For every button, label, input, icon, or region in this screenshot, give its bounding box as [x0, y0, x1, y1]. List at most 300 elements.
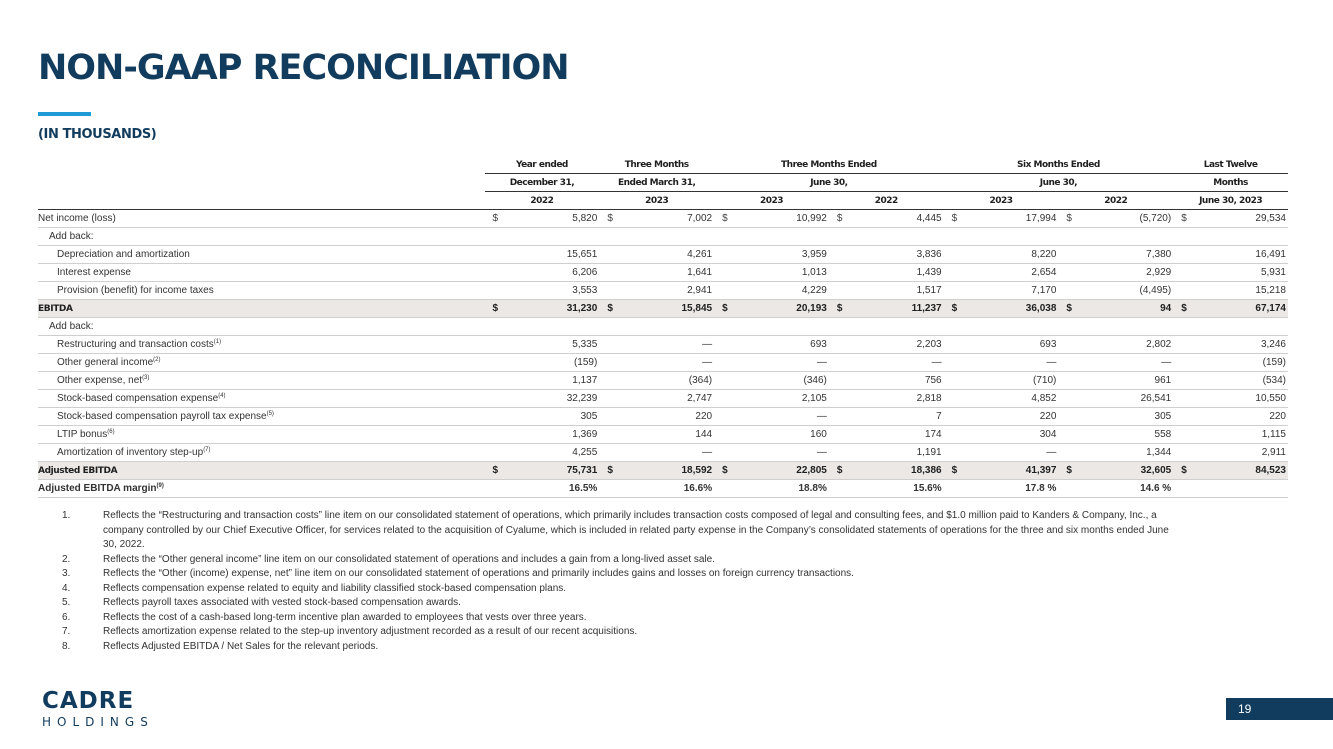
footnote-ref: (1): [213, 339, 222, 345]
row-label-text: Adjusted EBITDA margin: [38, 483, 157, 494]
currency-cell: [1058, 408, 1081, 426]
currency-cell: [829, 246, 852, 264]
currency-cell: [485, 426, 508, 444]
footnote-item: [62, 625, 1172, 640]
currency-cell: [1058, 336, 1081, 354]
value-cell: [1196, 318, 1288, 336]
header-ltm-june-30-2023: June 30, 2023: [1173, 192, 1288, 210]
value-cell: 17,994: [967, 210, 1059, 228]
currency-cell: [829, 282, 852, 300]
currency-cell: $: [714, 210, 737, 228]
currency-cell: [829, 318, 852, 336]
currency-cell: [1173, 390, 1196, 408]
footnote-item: [62, 567, 1172, 582]
value-cell: 220: [967, 408, 1059, 426]
currency-cell: [599, 318, 622, 336]
header-december-31: December 31,: [485, 174, 600, 192]
currency-cell: [1058, 426, 1081, 444]
currency-cell: [1173, 480, 1196, 498]
value-cell: 7,170: [967, 282, 1059, 300]
currency-cell: [1173, 282, 1196, 300]
currency-cell: [599, 426, 622, 444]
currency-cell: $: [944, 300, 967, 318]
header-h1-2023: 2023: [944, 192, 1059, 210]
row-label: [38, 336, 485, 354]
value-cell: 3,836: [852, 246, 944, 264]
currency-cell: [1058, 354, 1081, 372]
currency-cell: $: [599, 300, 622, 318]
footnote-text: Reflects amortization expense related to the step-up inventory adjustment recorded as a result of our recent acquisitions.: [103, 626, 638, 637]
footnote-text: Reflects compensation expense related to equity and liability classified stock-based compensation plans.: [103, 582, 567, 594]
value-cell: 305: [1081, 408, 1173, 426]
value-cell: 7,002: [622, 210, 714, 228]
value-cell: 16,491: [1196, 246, 1288, 264]
value-cell: 2,203: [852, 336, 944, 354]
value-cell: 10,550: [1196, 390, 1288, 408]
value-cell: 7,380: [1081, 246, 1173, 264]
currency-cell: [1058, 372, 1081, 390]
value-cell: 1,191: [852, 444, 944, 462]
table-row: [38, 318, 1288, 336]
value-cell: —: [852, 354, 944, 372]
currency-cell: [1058, 318, 1081, 336]
header-year-2022: 2022: [485, 192, 600, 210]
currency-cell: [944, 246, 967, 264]
value-cell: 7: [852, 408, 944, 426]
currency-cell: [1058, 264, 1081, 282]
value-cell: 10,992: [737, 210, 829, 228]
currency-cell: [714, 282, 737, 300]
table-row: [38, 462, 1288, 480]
table-row: [38, 282, 1288, 300]
footnote-number: 5.: [62, 597, 71, 608]
value-cell: 15,218: [1196, 282, 1288, 300]
value-cell: 29,534: [1196, 210, 1288, 228]
header-q2-2022: 2022: [829, 192, 944, 210]
value-cell: 1,115: [1196, 426, 1288, 444]
value-cell: [737, 228, 829, 246]
value-cell: (346): [737, 372, 829, 390]
value-cell: 41,397: [967, 462, 1059, 480]
currency-cell: [485, 282, 508, 300]
currency-cell: [599, 480, 622, 498]
currency-cell: [485, 264, 508, 282]
value-cell: 3,246: [1196, 336, 1288, 354]
value-cell: —: [622, 336, 714, 354]
currency-cell: [599, 354, 622, 372]
row-label-text: Add back:: [49, 321, 94, 332]
value-cell: 1,137: [507, 372, 599, 390]
footnote-text: Reflects the “Other (income) expense, net” line item on our consolidated statement of operations and primarily includes gains and losses on foreign currency transactions.: [103, 568, 854, 579]
currency-cell: [944, 426, 967, 444]
row-label: [38, 426, 485, 444]
table-row: [38, 264, 1288, 282]
row-label-text: Add back:: [49, 231, 94, 242]
footnote-text: Reflects the “Restructuring and transaction costs” line item on our consolidated statement of operations, which primarily includes transaction costs composed of legal and consulting fees, and $1.0 million paid to Kanders & Company, Inc., a company controlled by our Chief Executive Officer, for services related to the acquisition of Cyalume, which is included in related party expense in the Company’s consolidated statements of operations for the three and six months ended June 30, 2022.: [103, 510, 1169, 550]
value-cell: 2,747: [622, 390, 714, 408]
currency-cell: $: [485, 300, 508, 318]
currency-cell: $: [485, 462, 508, 480]
value-cell: [852, 318, 944, 336]
currency-cell: [829, 264, 852, 282]
header-row-1: [38, 156, 1288, 174]
value-cell: —: [737, 408, 829, 426]
currency-cell: [944, 264, 967, 282]
value-cell: 18,386: [852, 462, 944, 480]
currency-cell: [1173, 246, 1196, 264]
value-cell: 2,941: [622, 282, 714, 300]
value-cell: [1196, 480, 1288, 498]
value-cell: 18,592: [622, 462, 714, 480]
currency-cell: [1173, 426, 1196, 444]
currency-cell: $: [1173, 210, 1196, 228]
currency-cell: [714, 354, 737, 372]
value-cell: 15,845: [622, 300, 714, 318]
value-cell: 14.6 %: [1081, 480, 1173, 498]
value-cell: [507, 318, 599, 336]
currency-cell: $: [599, 210, 622, 228]
currency-cell: $: [1173, 300, 1196, 318]
currency-cell: $: [1173, 462, 1196, 480]
currency-cell: [1173, 336, 1196, 354]
currency-cell: $: [944, 210, 967, 228]
footnote-ref: (5): [266, 411, 274, 417]
value-cell: 18.8%: [737, 480, 829, 498]
title-accent-bar: [38, 112, 91, 116]
currency-cell: [485, 228, 508, 246]
value-cell: (159): [507, 354, 599, 372]
currency-cell: [599, 444, 622, 462]
value-cell: 31,230: [507, 300, 599, 318]
row-label-text: Adjusted EBITDA: [38, 465, 118, 476]
cadre-logo: [42, 690, 154, 729]
value-cell: [967, 318, 1059, 336]
header-q2-2023: 2023: [714, 192, 829, 210]
value-cell: 32,239: [507, 390, 599, 408]
row-label: [38, 462, 485, 480]
value-cell: [622, 318, 714, 336]
footnote-item: [62, 640, 1172, 655]
table-row: [38, 246, 1288, 264]
currency-cell: [599, 228, 622, 246]
value-cell: 32,605: [1081, 462, 1173, 480]
value-cell: 17.8 %: [967, 480, 1059, 498]
value-cell: 160: [737, 426, 829, 444]
row-label-text: Interest expense: [57, 267, 131, 278]
currency-cell: [829, 480, 852, 498]
currency-cell: [944, 372, 967, 390]
value-cell: 220: [622, 408, 714, 426]
row-label-text: Amortization of inventory step-up: [57, 447, 204, 458]
currency-cell: [599, 246, 622, 264]
currency-cell: [944, 282, 967, 300]
value-cell: —: [1081, 354, 1173, 372]
value-cell: 1,641: [622, 264, 714, 282]
value-cell: 2,818: [852, 390, 944, 408]
value-cell: [737, 318, 829, 336]
value-cell: 15,651: [507, 246, 599, 264]
table-row: [38, 390, 1288, 408]
reconciliation-table: [38, 156, 1288, 498]
currency-cell: $: [1058, 300, 1081, 318]
currency-cell: $: [829, 300, 852, 318]
footnote-number: 6.: [62, 611, 71, 623]
value-cell: 6,206: [507, 264, 599, 282]
currency-cell: [485, 354, 508, 372]
row-label: [38, 318, 485, 336]
row-label: [38, 228, 485, 246]
value-cell: 5,335: [507, 336, 599, 354]
currency-cell: [599, 336, 622, 354]
value-cell: 961: [1081, 372, 1173, 390]
header-h1-2022: 2022: [1058, 192, 1173, 210]
currency-cell: [485, 480, 508, 498]
currency-cell: [944, 336, 967, 354]
footnote-item: [62, 582, 1172, 597]
currency-cell: [829, 372, 852, 390]
currency-cell: [485, 246, 508, 264]
currency-cell: $: [485, 210, 508, 228]
row-label-text: Provision (benefit) for income taxes: [57, 285, 214, 296]
currency-cell: [829, 354, 852, 372]
currency-cell: [944, 390, 967, 408]
footnote-text: Reflects the “Other general income” line item on our consolidated statement of operations and includes a gain from a long-lived asset sale.: [103, 553, 716, 565]
currency-cell: [1173, 318, 1196, 336]
value-cell: 304: [967, 426, 1059, 444]
value-cell: —: [967, 444, 1059, 462]
currency-cell: $: [829, 462, 852, 480]
currency-cell: [944, 480, 967, 498]
table-row: [38, 372, 1288, 390]
row-label: [38, 246, 485, 264]
currency-cell: [714, 228, 737, 246]
currency-cell: [714, 408, 737, 426]
value-cell: —: [622, 354, 714, 372]
footnote-item: [62, 509, 1172, 553]
currency-cell: [1058, 246, 1081, 264]
currency-cell: [1173, 354, 1196, 372]
currency-cell: [714, 264, 737, 282]
currency-cell: $: [1058, 210, 1081, 228]
row-label: [38, 300, 485, 318]
value-cell: 26,541: [1081, 390, 1173, 408]
currency-cell: [1173, 372, 1196, 390]
value-cell: 84,523: [1196, 462, 1288, 480]
value-cell: 3,553: [507, 282, 599, 300]
header-year-ended: Year ended: [515, 159, 568, 170]
footnotes-list: [62, 509, 1172, 654]
value-cell: 3,959: [737, 246, 829, 264]
table-row: [38, 444, 1288, 462]
value-cell: 693: [737, 336, 829, 354]
row-label: [38, 282, 485, 300]
value-cell: 1,369: [507, 426, 599, 444]
table-row: [38, 354, 1288, 372]
header-three-months-ended: Three Months Ended: [781, 159, 877, 170]
value-cell: —: [967, 354, 1059, 372]
value-cell: (159): [1196, 354, 1288, 372]
value-cell: 8,220: [967, 246, 1059, 264]
footnote-text: Reflects Adjusted EBITDA / Net Sales for the relevant periods.: [103, 640, 379, 652]
page-number-box: [1226, 698, 1333, 720]
footnote-ref: (2): [153, 357, 161, 363]
row-label-text: Stock-based compensation payroll tax expense: [57, 411, 267, 422]
value-cell: (534): [1196, 372, 1288, 390]
header-ended-march-31: Ended March 31,: [599, 174, 714, 192]
currency-cell: [714, 426, 737, 444]
row-label: [38, 354, 485, 372]
page-title: NON-GAAP RECONCILIATION: [38, 48, 569, 88]
currency-cell: [599, 390, 622, 408]
value-cell: 5,820: [507, 210, 599, 228]
value-cell: (710): [967, 372, 1059, 390]
table-row: [38, 336, 1288, 354]
footnote-ref: (4): [218, 393, 226, 399]
currency-cell: [944, 354, 967, 372]
currency-cell: $: [829, 210, 852, 228]
value-cell: 4,255: [507, 444, 599, 462]
value-cell: 1,013: [737, 264, 829, 282]
footnote-ref: (3): [142, 375, 150, 381]
header-june-30-three: June 30,: [714, 174, 944, 192]
value-cell: 756: [852, 372, 944, 390]
value-cell: 2,105: [737, 390, 829, 408]
currency-cell: $: [714, 462, 737, 480]
currency-cell: [1058, 228, 1081, 246]
page-subtitle: (IN THOUSANDS): [38, 127, 157, 142]
currency-cell: [714, 318, 737, 336]
value-cell: 11,237: [852, 300, 944, 318]
value-cell: [852, 228, 944, 246]
value-cell: —: [622, 444, 714, 462]
currency-cell: [485, 390, 508, 408]
currency-cell: [714, 336, 737, 354]
value-cell: (5,720): [1081, 210, 1173, 228]
value-cell: 67,174: [1196, 300, 1288, 318]
table-row: [38, 228, 1288, 246]
value-cell: [1081, 318, 1173, 336]
header-three-months: Three Months: [624, 159, 689, 170]
row-label: [38, 480, 485, 498]
value-cell: 22,805: [737, 462, 829, 480]
footnote-item: [62, 553, 1172, 568]
currency-cell: [1058, 282, 1081, 300]
currency-cell: [829, 390, 852, 408]
footnote-ref: (9): [156, 483, 164, 489]
value-cell: 2,929: [1081, 264, 1173, 282]
value-cell: 305: [507, 408, 599, 426]
value-cell: 4,261: [622, 246, 714, 264]
footnote-ref: (7): [203, 447, 211, 453]
header-last-twelve: Last Twelve: [1203, 159, 1258, 170]
value-cell: —: [737, 354, 829, 372]
value-cell: 15.6%: [852, 480, 944, 498]
value-cell: [1196, 228, 1288, 246]
row-label: [38, 264, 485, 282]
header-six-months-ended: Six Months Ended: [1017, 159, 1100, 170]
currency-cell: [599, 282, 622, 300]
currency-cell: [1058, 480, 1081, 498]
value-cell: 16.6%: [622, 480, 714, 498]
currency-cell: [714, 372, 737, 390]
header-row-2: [38, 174, 1288, 192]
table-row: [38, 210, 1288, 228]
currency-cell: [485, 318, 508, 336]
header-months: Months: [1173, 174, 1288, 192]
row-label: [38, 372, 485, 390]
currency-cell: [1173, 408, 1196, 426]
footnote-text: Reflects the cost of a cash-based long-term incentive plan awarded to employees that vests over three years.: [103, 611, 587, 623]
value-cell: 2,802: [1081, 336, 1173, 354]
currency-cell: [1058, 390, 1081, 408]
row-label: [38, 444, 485, 462]
currency-cell: [599, 408, 622, 426]
header-row-3: [38, 192, 1288, 210]
value-cell: 4,229: [737, 282, 829, 300]
row-label-text: Depreciation and amortization: [57, 249, 190, 260]
row-label-text: LTIP bonus: [57, 429, 108, 440]
table-row: [38, 426, 1288, 444]
currency-cell: [485, 372, 508, 390]
value-cell: 2,654: [967, 264, 1059, 282]
value-cell: 1,439: [852, 264, 944, 282]
currency-cell: [485, 444, 508, 462]
footnote-item: [62, 596, 1172, 611]
footnote-ref: (6): [107, 429, 115, 435]
row-label-text: Other general income: [57, 357, 154, 368]
footnote-number: 3.: [62, 568, 71, 579]
row-label-text: Stock-based compensation expense: [57, 393, 219, 404]
currency-cell: [599, 264, 622, 282]
row-label-text: Net income (loss): [38, 213, 116, 224]
value-cell: 4,852: [967, 390, 1059, 408]
logo-mark: CADRE: [42, 688, 135, 714]
value-cell: 75,731: [507, 462, 599, 480]
table-row: [38, 300, 1288, 318]
row-label: [38, 408, 485, 426]
currency-cell: [829, 336, 852, 354]
currency-cell: [944, 408, 967, 426]
page-number: 19: [1238, 702, 1252, 716]
footnote-number: 8.: [62, 640, 71, 652]
currency-cell: [714, 390, 737, 408]
value-cell: 20,193: [737, 300, 829, 318]
currency-cell: [1058, 444, 1081, 462]
value-cell: (364): [622, 372, 714, 390]
row-label: [38, 390, 485, 408]
value-cell: 94: [1081, 300, 1173, 318]
currency-cell: [1173, 228, 1196, 246]
value-cell: 5,931: [1196, 264, 1288, 282]
currency-cell: [829, 228, 852, 246]
value-cell: [1081, 228, 1173, 246]
row-label-text: Restructuring and transaction costs: [57, 339, 214, 350]
footnote-number: 2.: [62, 553, 71, 565]
value-cell: 16.5%: [507, 480, 599, 498]
currency-cell: $: [599, 462, 622, 480]
footnote-item: [62, 611, 1172, 626]
currency-cell: [714, 246, 737, 264]
footnote-number: 7.: [62, 626, 71, 637]
value-cell: [967, 228, 1059, 246]
value-cell: 2,911: [1196, 444, 1288, 462]
value-cell: [507, 228, 599, 246]
value-cell: 36,038: [967, 300, 1059, 318]
row-label-text: EBITDA: [38, 303, 73, 314]
value-cell: [622, 228, 714, 246]
currency-cell: [829, 444, 852, 462]
currency-cell: [1173, 264, 1196, 282]
